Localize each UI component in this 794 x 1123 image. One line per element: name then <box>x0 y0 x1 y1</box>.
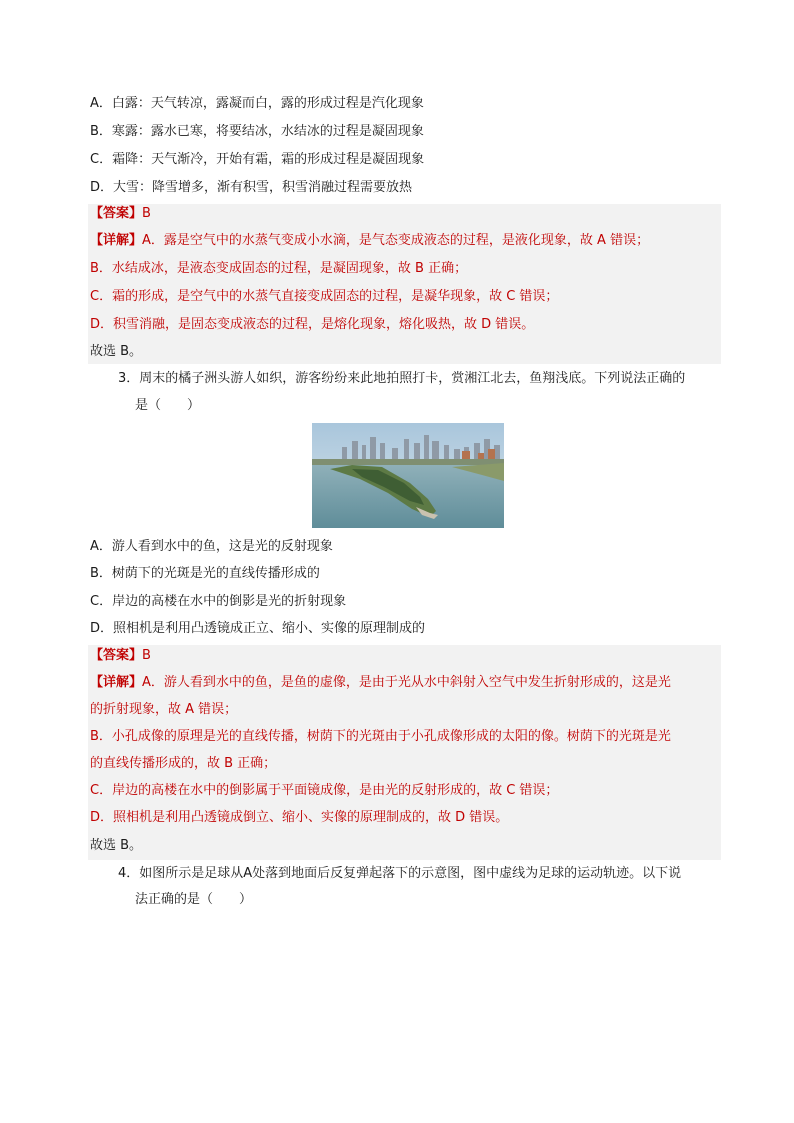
q3-detail-line-3: B．小孔成像的原理是光的直线传播，树荫下的光斑由于小孔成像形成的太阳的像。树荫下的光斑是光 <box>90 729 671 744</box>
q3-answer-tag: 【答案】 <box>90 648 143 663</box>
q3-stem-line-1: 3．周末的橘子洲头游人如织，游客纷纷来此地拍照打卡，赏湘江北去，鱼翔浅底。下列说法正确的 <box>118 371 686 386</box>
q2-answer-tag: 【答案】 <box>90 206 143 221</box>
q2-answer-block <box>88 204 721 364</box>
q3-detail-line-4: 的直线传播形成的，故 B 正确； <box>90 756 277 771</box>
q3-option-d: D．照相机是利用凸透镜成正立、缩小、实像的原理制成的 <box>90 621 426 636</box>
q2-answer-line <box>90 205 151 223</box>
q3-detail-tag: 【详解】 <box>90 675 143 690</box>
q2-conclusion: 故选 B。 <box>90 344 143 359</box>
q2-detail-line-3: C．霜的形成，是空气中的水蒸气直接变成固态的过程，是凝华现象，故 C 错误； <box>90 289 559 304</box>
orange-isle-aerial-photo <box>312 423 504 528</box>
q3-answer-block <box>88 645 721 860</box>
q2-answer-value: B <box>142 206 151 221</box>
q4-stem-line-2: 法正确的是（ ） <box>135 892 253 907</box>
q3-answer-value: B <box>142 648 151 663</box>
q3-answer-line <box>90 647 151 665</box>
q3-option-c: C．岸边的高楼在水中的倒影是光的折射现象 <box>90 594 347 609</box>
q2-detail-line-4: D．积雪消融，是固态变成液态的过程，是熔化现象，熔化吸热，故 D 错误。 <box>90 317 535 332</box>
q3-option-b: B．树荫下的光斑是光的直线传播形成的 <box>90 566 320 581</box>
q3-detail-line-6: D．照相机是利用凸透镜成倒立、缩小、实像的原理制成的，故 D 错误。 <box>90 810 509 825</box>
q4-stem-line-1: 4．如图所示是足球从A处落到地面后反复弹起落下的示意图，图中虚线为足球的运动轨迹。以下说 <box>118 866 682 881</box>
q2-detail-line-1: 【详解】A．露是空气中的水蒸气变成小水滴，是气态变成液态的过程，是液化现象，故 A 错误； <box>90 233 650 248</box>
q2-detail-line-2: B．水结成冰，是液态变成固态的过程，是凝固现象，故 B 正确； <box>90 261 468 276</box>
q2-option-a: A．白露：天气转凉，露凝而白，露的形成过程是汽化现象 <box>90 96 424 111</box>
q2-option-c: C．霜降：天气渐冷，开始有霜，霜的形成过程是凝固现象 <box>90 152 425 167</box>
q3-conclusion: 故选 B。 <box>90 838 143 853</box>
q2-option-b: B．寒露：露水已寒，将要结冰，水结冰的过程是凝固现象 <box>90 124 424 139</box>
q3-option-a: A．游人看到水中的鱼，这是光的反射现象 <box>90 539 333 554</box>
q3-detail-line-2: 的折射现象，故 A 错误； <box>90 702 238 717</box>
q3-detail-line-5: C．岸边的高楼在水中的倒影属于平面镜成像，是由光的反射形成的，故 C 错误； <box>90 783 559 798</box>
q3-detail-line-1: 【详解】A．游人看到水中的鱼，是鱼的虚像，是由于光从水中斜射入空气中发生折射形成的，这是光 <box>90 675 671 690</box>
q2-option-d: D．大雪：降雪增多，渐有积雪，积雪消融过程需要放热 <box>90 180 413 195</box>
q2-detail-tag: 【详解】 <box>90 233 143 248</box>
q3-stem-line-2: 是（ ） <box>135 398 201 413</box>
